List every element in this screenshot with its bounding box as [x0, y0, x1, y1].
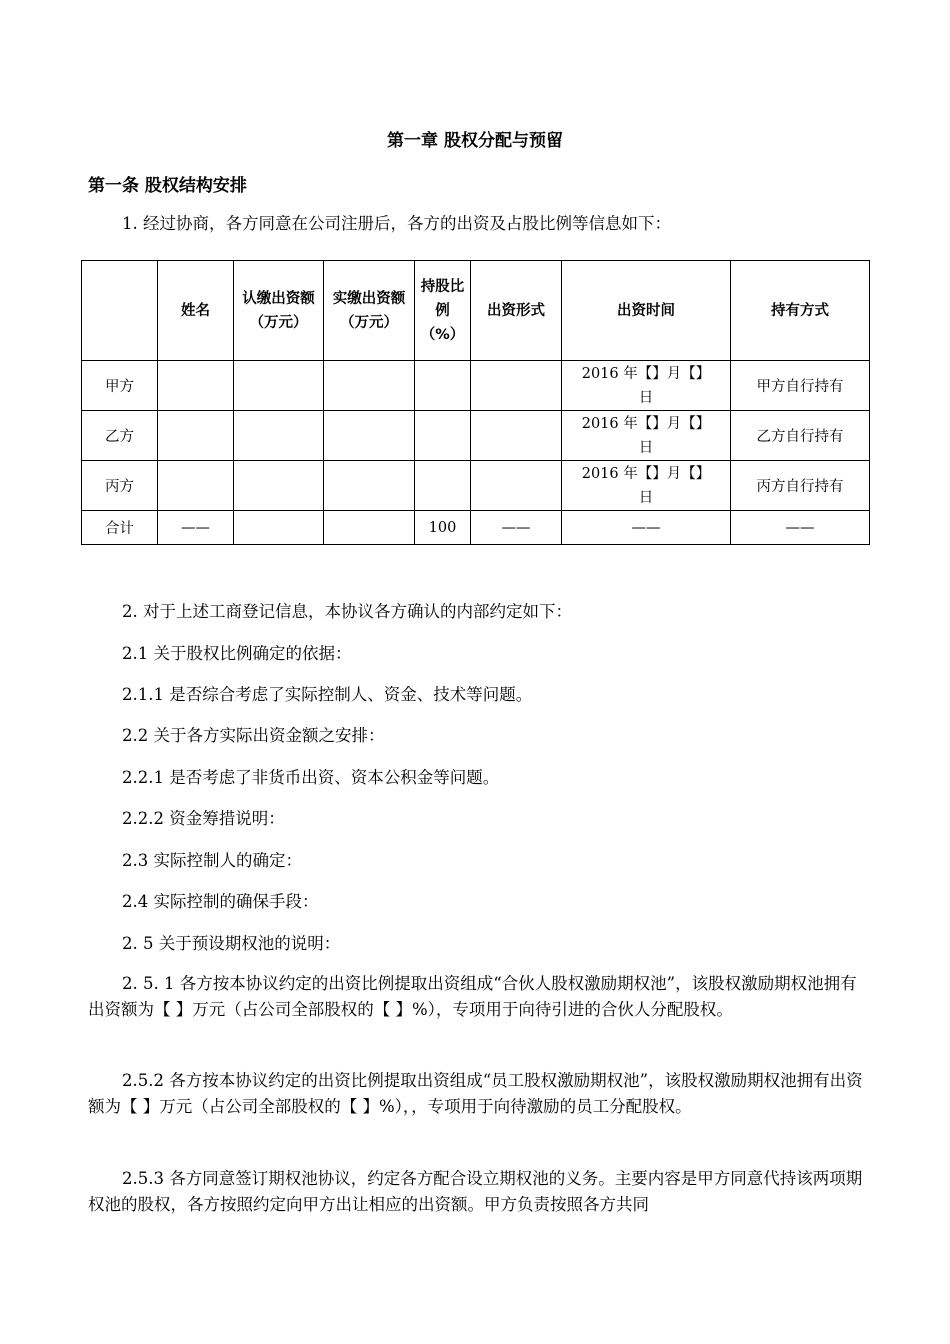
total-ratio: 100: [415, 511, 471, 545]
total-holding: ——: [731, 511, 870, 545]
time-line-1: 2016 年【】月【】: [581, 465, 711, 482]
empty-cell: [234, 461, 324, 511]
total-time: ——: [562, 511, 731, 545]
total-form: ——: [471, 511, 562, 545]
intro-paragraph: 1. 经过协商，各方同意在公司注册后，各方的出资及占股比例等信息如下：: [122, 214, 671, 233]
chapter-title: 第一章 股权分配与预留: [387, 131, 563, 151]
empty-cell: [234, 361, 324, 411]
empty-cell: [324, 461, 415, 511]
time-line-2: 日: [638, 389, 654, 406]
time-line-2: 日: [638, 489, 654, 506]
empty-cell: [158, 361, 234, 411]
table-total-row: [82, 511, 870, 545]
empty-cell: [471, 411, 562, 461]
empty-cell: [324, 361, 415, 411]
empty-cell: [471, 361, 562, 411]
paragraph-2-5-2: 2.5.2 各方按本协议约定的出资比例提取出资组成“员工股权激励期权池”，该股权激励期权池拥有出资额为【 】万元（占公司全部股权的【 】%），，专项用于向待激励的员工分配股权。: [88, 1071, 863, 1116]
total-label: 合计: [82, 511, 158, 545]
empty-cell: [158, 461, 234, 511]
empty-cell: [234, 411, 324, 461]
header-subscribed: 认缴出资额（万元）: [234, 261, 324, 361]
table-header-row: [82, 261, 870, 361]
empty-cell: [234, 511, 324, 545]
empty-cell: [324, 411, 415, 461]
paragraph-2-2: 2.2 关于各方实际出资金额之安排：: [122, 726, 385, 745]
header-name: 姓名: [158, 261, 234, 361]
header-form: 出资形式: [471, 261, 562, 361]
paragraph-2: 2. 对于上述工商登记信息，本协议各方确认的内部约定如下：: [122, 602, 572, 621]
empty-cell: [415, 361, 471, 411]
empty-cell: [158, 411, 234, 461]
paragraph-2-5: 2. 5 关于预设期权池的说明：: [122, 934, 341, 953]
header-time: 出资时间: [562, 261, 731, 361]
empty-cell: [415, 411, 471, 461]
time-cell: [562, 411, 731, 461]
holding-cell: 丙方自行持有: [731, 461, 870, 511]
paragraph-2-3: 2.3 实际控制人的确定：: [122, 851, 302, 870]
party-cell: 乙方: [82, 411, 158, 461]
party-cell: 甲方: [82, 361, 158, 411]
empty-cell: [471, 461, 562, 511]
time-line-1: 2016 年【】月【】: [581, 415, 711, 432]
header-ratio: 持股比例（%）: [415, 261, 471, 361]
table-row: [82, 361, 870, 411]
table-row: [82, 461, 870, 511]
header-holding: 持有方式: [731, 261, 870, 361]
paragraph-2-1: 2.1 关于股权比例确定的依据：: [122, 644, 352, 663]
table-row: [82, 411, 870, 461]
time-line-1: 2016 年【】月【】: [581, 365, 711, 382]
article-title: 第一条 股权结构安排: [88, 176, 247, 196]
paragraph-2-2-1: 2.2.1 是否考虑了非货币出资、资本公积金等问题。: [122, 768, 500, 787]
time-cell: [562, 461, 731, 511]
paragraph-2-2-2: 2.2.2 资金筹措说明：: [122, 809, 285, 828]
total-name: ——: [158, 511, 234, 545]
paragraph-2-4: 2.4 实际控制的确保手段：: [122, 892, 319, 911]
empty-cell: [324, 511, 415, 545]
paragraph-2-5-3: 2.5.3 各方同意签订期权池协议，约定各方配合设立期权池的义务。主要内容是甲方同意代持该两项期权池的股权，各方按照约定向甲方出让相应的出资额。甲方负责按照各方共同: [88, 1169, 863, 1214]
time-line-2: 日: [638, 439, 654, 456]
party-cell: 丙方: [82, 461, 158, 511]
time-cell: [562, 361, 731, 411]
equity-table: [81, 260, 870, 545]
header-blank: [82, 261, 158, 361]
holding-cell: 甲方自行持有: [731, 361, 870, 411]
paragraph-2-1-1: 2.1.1 是否综合考虑了实际控制人、资金、技术等问题。: [122, 685, 533, 704]
header-paid: 实缴出资额（万元）: [324, 261, 415, 361]
holding-cell: 乙方自行持有: [731, 411, 870, 461]
empty-cell: [415, 461, 471, 511]
paragraph-2-5-1: 2. 5. 1 各方按本协议约定的出资比例提取出资组成“合伙人股权激励期权池”，该股权激励期权池拥有出资额为【 】万元（占公司全部股权的【 】%），专项用于向待引进的合伙人分配股权。: [88, 974, 857, 1019]
